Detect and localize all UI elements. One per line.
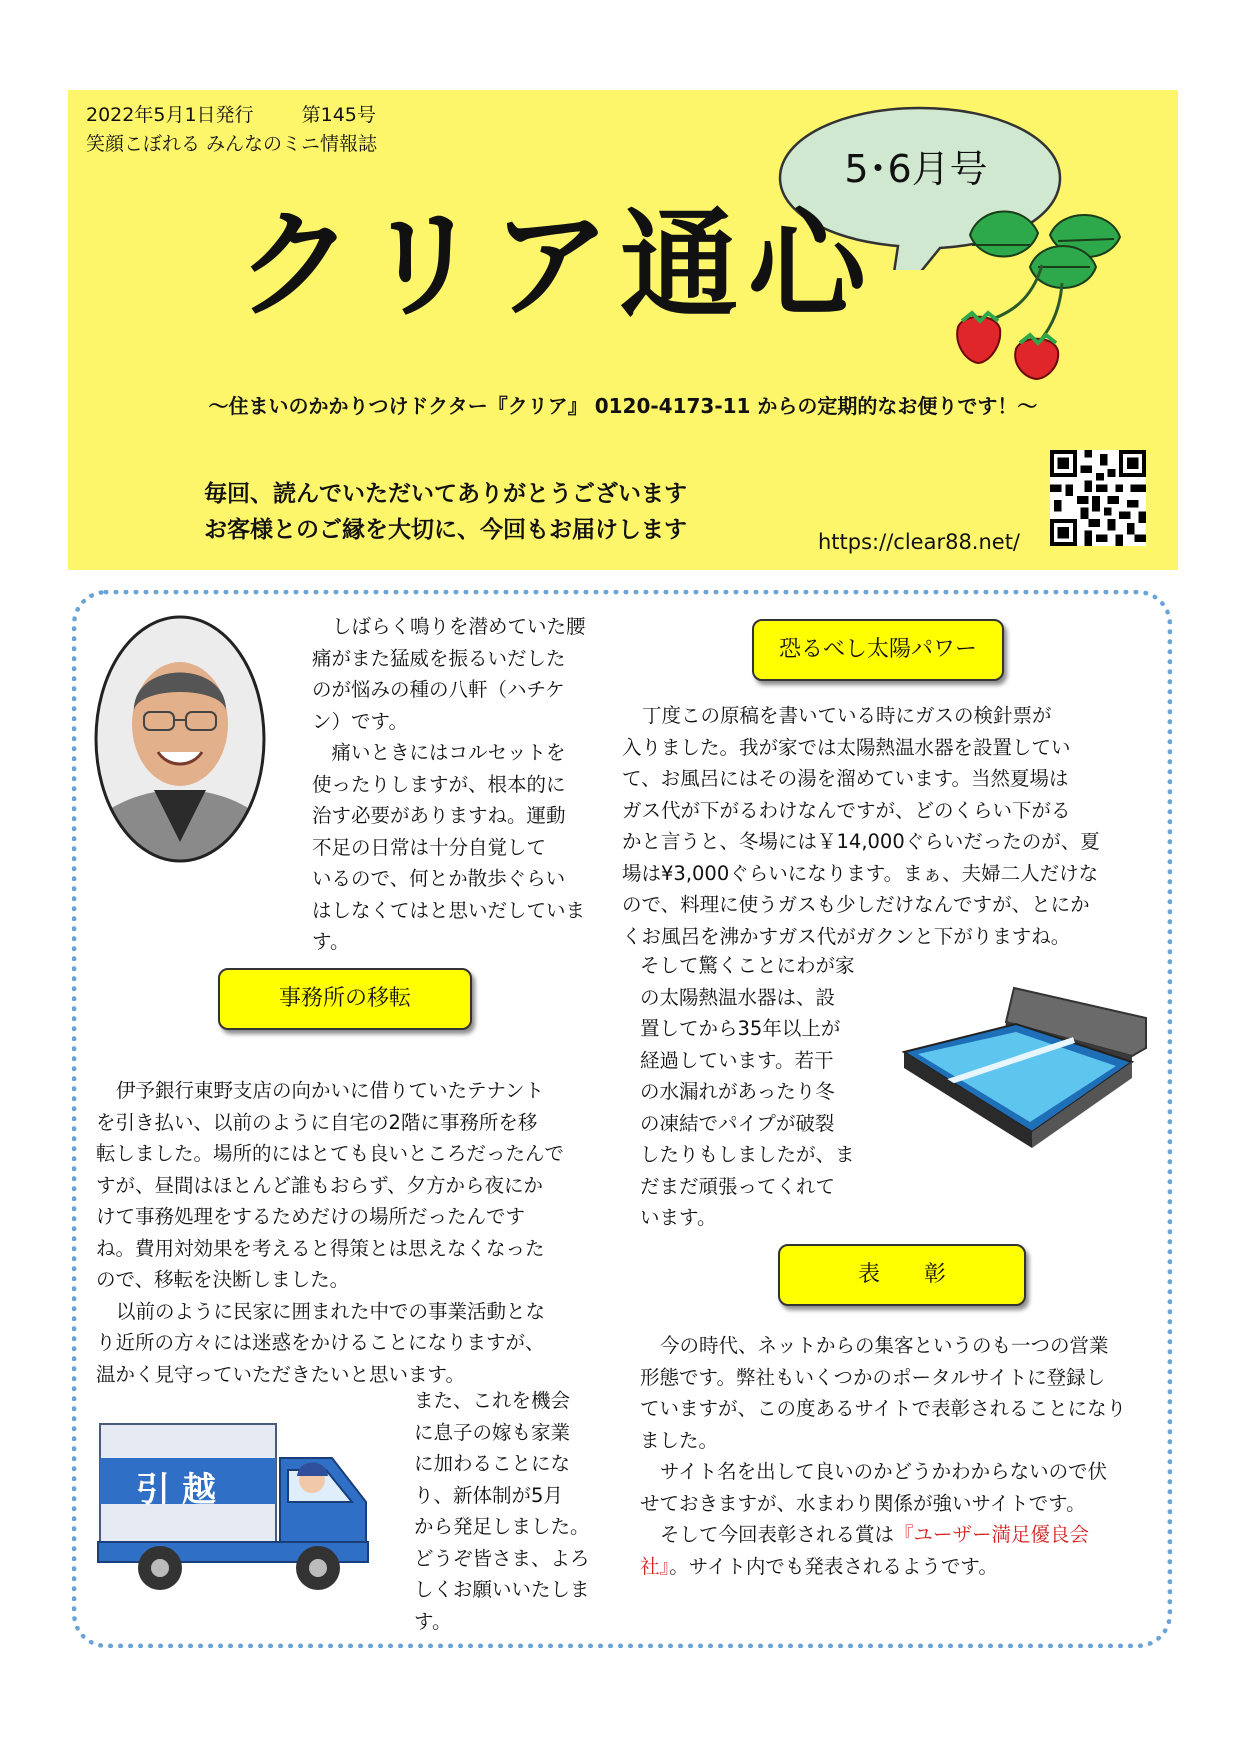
award-name: 『ユーザー満足優良会: [894, 1523, 1090, 1546]
tagline: ～住まいのかかりつけドクター『クリア』 0120-4173-11 からの定期的なお便りです！～: [208, 394, 1038, 418]
newsletter-title: クリア通心: [236, 196, 877, 334]
award-body: [640, 1330, 1150, 1582]
solar-body: [622, 700, 1142, 952]
solar-line: ので、料理に使うガスも少しだけなんですが、とにか: [622, 893, 1090, 916]
solar-line: ガス代が下がるわけなんですが、どのくらい下がる: [622, 798, 1071, 822]
intro-line: 治す必要がありますね。運動: [312, 804, 566, 827]
strawberry-icon: [1015, 335, 1058, 379]
award-line: せておきますが、水まわり関係が強いサイトです。: [640, 1491, 1086, 1515]
award-line: 今の時代、ネットからの集客というのも一つの営業: [660, 1334, 1109, 1357]
solar-line: 場は¥3,000ぐらいになります。まぁ、夫婦二人だけな: [622, 861, 1099, 885]
award-name: 社』: [640, 1554, 670, 1578]
strawberry-illustration: [950, 205, 1130, 380]
solar-line: かと言うと、冬場には￥14,000ぐらいだったのが、夏: [622, 830, 1100, 853]
intro-column: [312, 611, 612, 958]
issue-number: 第145号: [301, 104, 376, 126]
intro-line: のが悩みの種の八軒（ハチケ: [312, 678, 565, 701]
office-move-body: [96, 1075, 601, 1390]
office-move-line: けて事務処理をするためだけの場所だったんです: [96, 1205, 526, 1228]
office-move-line: ね。費用対効果を考えると得策とは思えなくなった: [96, 1236, 545, 1260]
office-move-line: 転しました。場所的にはとても良いところだったんで: [96, 1142, 565, 1165]
award-line: ました。: [640, 1428, 719, 1452]
intro-line: いるので、何とか散歩ぐらい: [312, 867, 566, 890]
office-move-side-line: どうぞ皆さま、よろ: [414, 1546, 590, 1570]
issue-info: [86, 102, 376, 128]
solar-side-line: 置してから35年以上が: [640, 1017, 841, 1040]
intro-line: はしなくてはと思いだしていま: [312, 898, 586, 922]
office-move-heading: 事務所の移転: [218, 968, 472, 1030]
solar-side-line: の太陽熱温水器は、設: [640, 985, 836, 1009]
solar-side-line: の凍結でパイプが破裂: [640, 1111, 835, 1135]
intro-line: 痛いときにはコルセットを: [312, 741, 566, 764]
moving-truck-illustration: [96, 1418, 376, 1604]
office-move-side-line: また、これを機会: [414, 1389, 571, 1412]
intro-line: ン）です。: [312, 709, 408, 733]
solar-line: 丁度この原稿を書いている時にガスの検針票が: [642, 704, 1052, 727]
subtitle: 笑顔こぼれる みんなのミニ情報誌: [86, 133, 378, 155]
greeting-line: 毎回、読んでいただいてありがとうございます: [204, 481, 687, 507]
qr-code-icon[interactable]: [1050, 450, 1146, 546]
office-move-side: [414, 1385, 614, 1637]
greeting-line: お客様とのご縁を大切に、今回もお届けします: [204, 517, 687, 543]
solar-side-line: の水漏れがあったり冬: [640, 1080, 835, 1103]
strawberry-leaf-icon: [970, 211, 1120, 288]
award-line: ていますが、この度あるサイトで表彰されることになり: [640, 1397, 1127, 1420]
award-line: [640, 1519, 1150, 1551]
award-text: 。サイト内でも発表されるようです。: [669, 1554, 998, 1578]
solar-side-line: います。: [640, 1206, 717, 1229]
office-move-side-line: しくお願いいたしま: [414, 1578, 590, 1601]
solar-side: [640, 950, 880, 1234]
award-text: そして今回表彰される賞は: [660, 1523, 895, 1546]
solar-water-heater-illustration: [896, 982, 1156, 1174]
solar-heading: 恐るべし太陽パワー: [752, 619, 1004, 681]
greeting: [204, 476, 687, 548]
award-line: 形態です。弊社もいくつかのポータルサイトに登録し: [640, 1365, 1106, 1389]
office-move-side-line: に加わることにな: [414, 1452, 571, 1475]
award-heading: 表 彰: [778, 1244, 1026, 1306]
solar-side-line: そして驚くことにわが家: [640, 954, 855, 977]
intro-line: 不足の日常は十分自覚して: [312, 835, 547, 859]
office-move-line: ので、移転を決断しました。: [96, 1268, 350, 1291]
office-move-line: 温かく見守っていただきたいと思います。: [96, 1362, 465, 1386]
office-move-line: り近所の方々には迷惑をかけることになりますが、: [96, 1331, 545, 1354]
office-move-line: を引き払い、以前のように自宅の2階に事務所を移: [96, 1110, 538, 1134]
office-move-side-line: す。: [414, 1609, 452, 1633]
office-move-line: 伊予銀行東野支店の向かいに借りていたテナント: [116, 1079, 545, 1102]
office-move-line: 以前のように民家に囲まれた中での事業活動とな: [116, 1299, 546, 1323]
award-line: サイト名を出して良いのかどうかわからないので伏: [660, 1460, 1108, 1483]
website-link[interactable]: https://clear88.net/: [818, 530, 1021, 554]
truck-label: 引越: [136, 1470, 228, 1510]
solar-line: て、お風呂にはその湯を溜めています。当然夏場は: [622, 767, 1069, 790]
office-move-side-line: り、新体制が5月: [414, 1483, 563, 1507]
intro-line: 痛がまた猛威を振るいだした: [312, 646, 566, 670]
issue-label: 5･6月号: [844, 147, 988, 191]
solar-side-line: したりもしましたが、ま: [640, 1143, 855, 1166]
solar-line: 入りました。我が家では太陽熱温水器を設置してい: [622, 735, 1071, 759]
intro-line: 使ったりしますが、根本的に: [312, 772, 566, 796]
office-move-side-line: に息子の嫁も家業: [414, 1420, 571, 1444]
office-move-side-line: から発足しました。: [414, 1515, 590, 1538]
solar-line: くお風呂を沸かすガス代がガクンと下がりますね。: [622, 924, 1071, 948]
solar-side-line: だまだ頑張ってくれて: [640, 1174, 836, 1198]
author-portrait: [92, 612, 268, 866]
solar-side-line: 経過しています。若干: [640, 1048, 834, 1072]
office-move-line: すが、昼間はほとんど誰もおらず、夕方から夜にか: [96, 1173, 543, 1197]
strawberry-icon: [957, 313, 1000, 363]
intro-line: す。: [312, 930, 350, 953]
issue-date: 2022年5月1日発行: [86, 104, 254, 126]
award-line: [640, 1551, 1150, 1583]
intro-line: しばらく鳴りを潜めていた腰: [332, 615, 586, 638]
